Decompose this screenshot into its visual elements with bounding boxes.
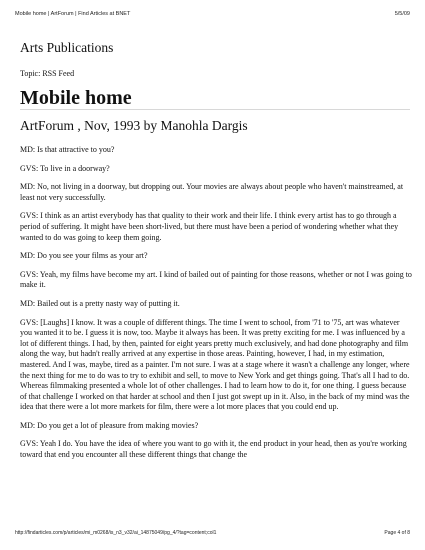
paragraph: GVS: Yeah, my films have become my art. I kind of bailed out of painting for those reasons, whether or not I was going to make it. (20, 269, 412, 290)
title-divider (20, 109, 410, 110)
site-name[interactable]: Arts Publications (20, 40, 114, 55)
paragraph: MD: No, not living in a doorway, but dropping out. Your movies are always about people who haven't mainstreamed, at least not very successfully. (20, 182, 404, 202)
paragraph: MD: Is that attractive to you? (20, 145, 115, 154)
print-header (15, 11, 410, 21)
print-footer-url: http://findarticles.com/p/articles/mi_m0268/is_n3_v32/ai_14875049/pg_4/?tag=content;col1 (15, 530, 217, 536)
paragraph: GVS: [Laughs] I know. It was a couple of different things. The time I went to school, from '71 to '75, art was whatever you wanted it to be. I guess it is now, too. Maybe it always has been. It was pretty exciting for me. I was influenced by a lot of different things. I had, by then, painted for eight years pretty much exclusively, and had done photography and film along the way, but hadn't really arrived at any expertise in those areas. Painting, however, I had, in my estimation, mastered. And I was, maybe, tired as a painter. I'm not sure. I was at a stage where it wasn't a challenge any longer, where the next thing for me to do was to try to exhibit and sell, to move to New York and get things going. That's all I had to do. Whereas filmmaking presented a whole lot of other challenges. I had to learn how to do it, for one thing. I guess because of that challenge I worked on that harder at school and then I just got swept up in it. Also, in the back of my mind was the idea that there were a lot more markets for film, there were a lot more places that you could end up. (20, 317, 410, 412)
paragraph: MD: Do you get a lot of pleasure from making movies? (20, 420, 199, 430)
paragraph: GVS: Yeah I do. You have the idea of where you want to go with it, the end product in your head, then as you're working toward that end you encounter all these different things that change the (20, 439, 407, 460)
print-header-title: Mobile home | ArtForum | Find Articles at BNET (15, 11, 131, 17)
paragraph: GVS: To live in a doorway? (20, 163, 110, 173)
paragraph: MD: Bailed out is a pretty nasty way of putting it. (20, 298, 180, 308)
print-footer-page: Page 4 of 8 (384, 530, 410, 536)
print-header-date: 5/5/09 (394, 11, 410, 17)
article-title: Mobile home (20, 87, 132, 109)
topic-label[interactable]: Topic: RSS Feed (20, 69, 75, 78)
paragraph: MD: Do you see your films as your art? (20, 251, 148, 261)
article-body (20, 145, 412, 469)
article-byline: ArtForum , Nov, 1993 by Manohla Dargis (20, 118, 248, 133)
paragraph: GVS: I think as an artist everybody has that quality to their work and their life. I think every artist has to go through a period of suffering. It might have been short-lived, but there must have been a period of wondering whether what they wanted to do was going to keep them going. (20, 211, 399, 242)
